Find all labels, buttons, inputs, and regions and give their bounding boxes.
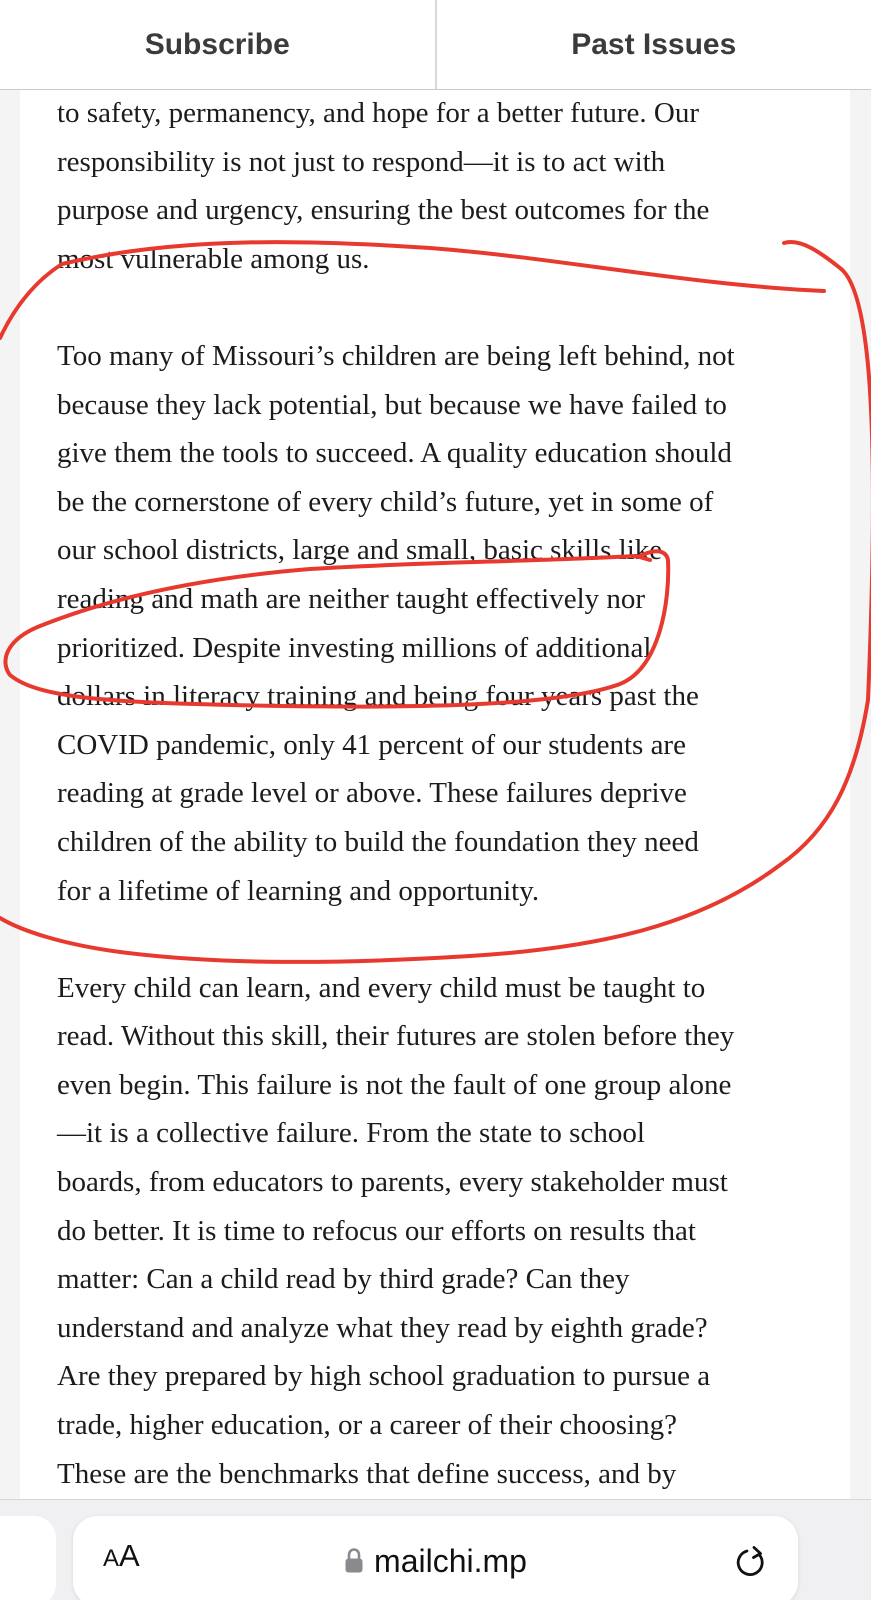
past-issues-tab[interactable]: Past Issues — [571, 27, 737, 61]
text-line: most vulnerable among us. — [57, 242, 370, 275]
text-line: matter: Can a child read by third grade? Can they — [57, 1263, 630, 1296]
previous-tab-peek[interactable] — [0, 1516, 56, 1600]
article-text — [57, 89, 837, 1498]
address-bar[interactable] — [73, 1516, 798, 1600]
text-line: —it is a collective failure. From the state to school — [57, 1117, 645, 1150]
text-line: understand and analyze what they read by eighth grade? — [57, 1311, 708, 1344]
lock-icon — [344, 1548, 364, 1574]
text-line: children of the ability to build the foundation they need — [57, 825, 699, 858]
text-line: even begin. This failure is not the fault of one group alone — [57, 1068, 732, 1101]
text-line: reading and math are neither taught effectively nor — [57, 582, 646, 615]
text-line: for a lifetime of learning and opportunity. — [57, 874, 540, 907]
text-line: give them the tools to succeed. A quality education should — [57, 437, 732, 470]
top-nav-bar — [0, 0, 871, 90]
text-line: reading at grade level or above. These failures deprive — [57, 777, 687, 810]
content-scroll-area[interactable] — [0, 89, 871, 1499]
text-line: boards, from educators to parents, every stakeholder must — [57, 1166, 728, 1199]
article-body — [20, 89, 850, 1499]
text-line: trade, higher education, or a career of their choosing? — [57, 1409, 677, 1442]
text-line: dollars in literacy training and being four years past the — [57, 680, 699, 713]
text-line: Every child can learn, and every child must be taught to — [57, 971, 706, 1004]
text-line: do better. It is time to refocus our efforts on results that — [57, 1214, 696, 1247]
paragraph-3 — [57, 964, 837, 1499]
browser-toolbar — [0, 1499, 871, 1600]
text-line: be the cornerstone of every child’s future, yet in some of — [57, 485, 714, 518]
text-line: These are the benchmarks that define success, and by — [57, 1457, 677, 1490]
reload-icon[interactable] — [733, 1544, 769, 1580]
text-line: responsibility is not just to respond—it is to act with — [57, 145, 666, 178]
url-display[interactable] — [73, 1516, 798, 1600]
text-line: our school districts, large and small, basic skills like — [57, 534, 663, 567]
text-size-large-glyph: A — [119, 1538, 140, 1573]
subscribe-tab[interactable]: Subscribe — [0, 0, 437, 89]
url-text: mailchi.mp — [374, 1542, 527, 1579]
text-line: purpose and urgency, ensuring the best outcomes for the — [57, 194, 710, 227]
text-line: read. Without this skill, their futures are stolen before they — [57, 1020, 735, 1053]
text-line: to safety, permanency, and hope for a better future. Our — [57, 97, 700, 129]
text-line: because they lack potential, but because we have failed to — [57, 388, 727, 421]
text-line: prioritized. Despite investing millions of additional — [57, 631, 652, 664]
text-size-small-glyph: A — [103, 1545, 120, 1572]
text-line: Are they prepared by high school graduation to pursue a — [57, 1360, 711, 1393]
paragraph-2 — [57, 332, 837, 915]
text-line: Too many of Missouri’s children are being left behind, not — [57, 339, 735, 372]
paragraph-1 — [57, 89, 837, 283]
text-line: COVID pandemic, only 41 percent of our students are — [57, 728, 686, 761]
